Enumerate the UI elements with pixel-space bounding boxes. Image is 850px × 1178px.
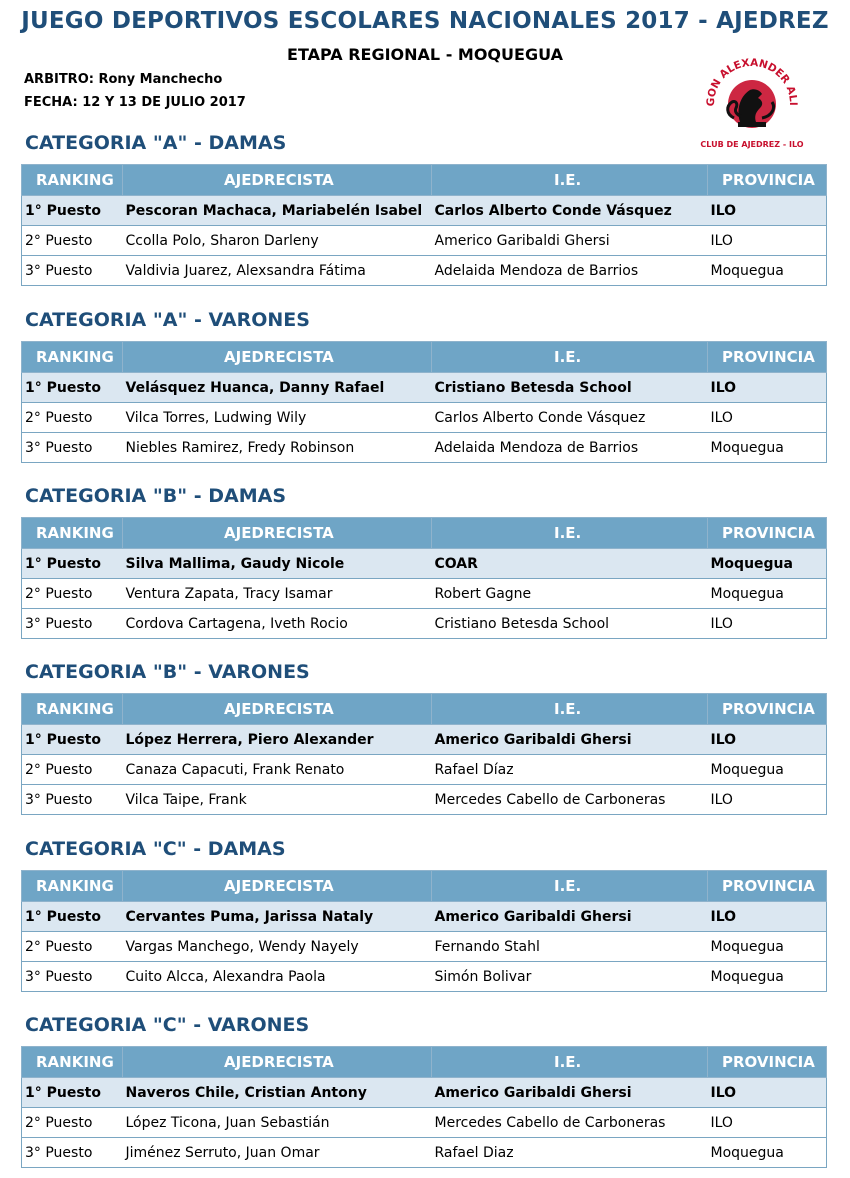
player-cell: Naveros Chile, Cristian Antony: [123, 1078, 432, 1108]
player-cell: Valdivia Juarez, Alexsandra Fátima: [123, 256, 432, 286]
category-title: CATEGORIA "B" - DAMAS: [25, 485, 287, 507]
ranking-cell: 3° Puesto: [22, 785, 123, 815]
results-table: [21, 164, 827, 286]
province-cell: ILO: [708, 226, 827, 256]
column-header: I.E.: [432, 165, 708, 196]
category-title: CATEGORIA "A" - VARONES: [25, 309, 310, 331]
player-cell: Pescoran Machaca, Mariabelén Isabel: [123, 196, 432, 226]
ranking-cell: 3° Puesto: [22, 256, 123, 286]
table-row: [22, 725, 827, 755]
column-header: RANKING: [22, 694, 123, 725]
school-cell: Rafael Diaz: [432, 1138, 708, 1168]
ranking-cell: 1° Puesto: [22, 196, 123, 226]
province-cell: Moquegua: [708, 932, 827, 962]
province-cell: ILO: [708, 196, 827, 226]
category-section: [21, 836, 826, 992]
column-header: RANKING: [22, 1047, 123, 1078]
table-row: [22, 755, 827, 785]
column-header: RANKING: [22, 165, 123, 196]
player-cell: Cordova Cartagena, Iveth Rocio: [123, 609, 432, 639]
table-header-row: [22, 342, 827, 373]
category-section: [21, 1012, 826, 1168]
table-row: [22, 1078, 827, 1108]
column-header: AJEDRECISTA: [123, 518, 432, 549]
column-header: PROVINCIA: [708, 342, 827, 373]
column-header: RANKING: [22, 871, 123, 902]
page-title: JUEGO DEPORTIVOS ESCOLARES NACIONALES 2017 - AJEDREZ: [21, 8, 829, 34]
school-cell: Carlos Alberto Conde Vásquez: [432, 403, 708, 433]
province-cell: Moquegua: [708, 1138, 827, 1168]
table-row: [22, 932, 827, 962]
table-row: [22, 196, 827, 226]
page-subtitle: ETAPA REGIONAL - MOQUEGUA: [287, 45, 563, 64]
column-header: AJEDRECISTA: [123, 694, 432, 725]
school-cell: Americo Garibaldi Ghersi: [432, 226, 708, 256]
results-table: [21, 517, 827, 639]
column-header: RANKING: [22, 342, 123, 373]
ranking-cell: 3° Puesto: [22, 433, 123, 463]
school-cell: Adelaida Mendoza de Barrios: [432, 433, 708, 463]
category-title: CATEGORIA "C" - DAMAS: [25, 838, 286, 860]
ranking-cell: 2° Puesto: [22, 226, 123, 256]
table-row: [22, 403, 827, 433]
results-table: [21, 341, 827, 463]
school-cell: Americo Garibaldi Ghersi: [432, 725, 708, 755]
province-cell: ILO: [708, 373, 827, 403]
column-header: I.E.: [432, 1047, 708, 1078]
player-cell: Ventura Zapata, Tracy Isamar: [123, 579, 432, 609]
school-cell: Simón Bolivar: [432, 962, 708, 992]
ranking-cell: 2° Puesto: [22, 755, 123, 785]
province-cell: ILO: [708, 902, 827, 932]
table-row: [22, 902, 827, 932]
player-cell: Jiménez Serruto, Juan Omar: [123, 1138, 432, 1168]
table-header-row: [22, 1047, 827, 1078]
category-section: [21, 307, 826, 463]
school-cell: Adelaida Mendoza de Barrios: [432, 256, 708, 286]
table-row: [22, 256, 827, 286]
ranking-cell: 3° Puesto: [22, 609, 123, 639]
table-header-row: [22, 518, 827, 549]
province-cell: Moquegua: [708, 962, 827, 992]
logo-arc-text: GON ALEXANDER ALI: [704, 56, 800, 107]
table-row: [22, 433, 827, 463]
school-cell: Americo Garibaldi Ghersi: [432, 902, 708, 932]
province-cell: Moquegua: [708, 256, 827, 286]
player-cell: Canaza Capacuti, Frank Renato: [123, 755, 432, 785]
ranking-cell: 1° Puesto: [22, 1078, 123, 1108]
school-cell: Americo Garibaldi Ghersi: [432, 1078, 708, 1108]
table-row: [22, 579, 827, 609]
school-cell: Carlos Alberto Conde Vásquez: [432, 196, 708, 226]
ranking-cell: 3° Puesto: [22, 962, 123, 992]
column-header: I.E.: [432, 871, 708, 902]
province-cell: Moquegua: [708, 549, 827, 579]
ranking-cell: 2° Puesto: [22, 403, 123, 433]
school-cell: Mercedes Cabello de Carboneras: [432, 1108, 708, 1138]
column-header: PROVINCIA: [708, 165, 827, 196]
player-cell: Velásquez Huanca, Danny Rafael: [123, 373, 432, 403]
ranking-cell: 1° Puesto: [22, 725, 123, 755]
table-row: [22, 785, 827, 815]
player-cell: Vargas Manchego, Wendy Nayely: [123, 932, 432, 962]
column-header: AJEDRECISTA: [123, 165, 432, 196]
province-cell: ILO: [708, 1078, 827, 1108]
player-cell: López Ticona, Juan Sebastián: [123, 1108, 432, 1138]
column-header: PROVINCIA: [708, 871, 827, 902]
province-cell: ILO: [708, 725, 827, 755]
table-row: [22, 609, 827, 639]
column-header: PROVINCIA: [708, 518, 827, 549]
school-cell: Cristiano Betesda School: [432, 373, 708, 403]
column-header: RANKING: [22, 518, 123, 549]
column-header: AJEDRECISTA: [123, 1047, 432, 1078]
player-cell: Niebles Ramirez, Fredy Robinson: [123, 433, 432, 463]
category-section: [21, 483, 826, 639]
school-cell: Rafael Díaz: [432, 755, 708, 785]
ranking-cell: 3° Puesto: [22, 1138, 123, 1168]
table-row: [22, 373, 827, 403]
ranking-cell: 1° Puesto: [22, 902, 123, 932]
player-cell: Ccolla Polo, Sharon Darleny: [123, 226, 432, 256]
logo-bottom-text: CLUB DE AJEDREZ - ILO: [700, 140, 804, 149]
category-title: CATEGORIA "B" - VARONES: [25, 661, 310, 683]
column-header: AJEDRECISTA: [123, 871, 432, 902]
player-cell: Vilca Torres, Ludwing Wily: [123, 403, 432, 433]
table-header-row: [22, 694, 827, 725]
category-section: [21, 659, 826, 815]
results-table: [21, 870, 827, 992]
ranking-cell: 2° Puesto: [22, 579, 123, 609]
ranking-cell: 2° Puesto: [22, 932, 123, 962]
school-cell: Fernando Stahl: [432, 932, 708, 962]
category-title: CATEGORIA "C" - VARONES: [25, 1014, 310, 1036]
table-row: [22, 1108, 827, 1138]
player-cell: López Herrera, Piero Alexander: [123, 725, 432, 755]
table-row: [22, 226, 827, 256]
column-header: AJEDRECISTA: [123, 342, 432, 373]
category-section: [21, 130, 826, 286]
province-cell: ILO: [708, 609, 827, 639]
school-cell: COAR: [432, 549, 708, 579]
column-header: PROVINCIA: [708, 694, 827, 725]
province-cell: ILO: [708, 403, 827, 433]
province-cell: Moquegua: [708, 579, 827, 609]
school-cell: Cristiano Betesda School: [432, 609, 708, 639]
player-cell: Vilca Taipe, Frank: [123, 785, 432, 815]
table-header-row: [22, 871, 827, 902]
category-title: CATEGORIA "A" - DAMAS: [25, 132, 287, 154]
date-line: FECHA: 12 Y 13 DE JULIO 2017: [24, 95, 246, 110]
province-cell: Moquegua: [708, 755, 827, 785]
column-header: I.E.: [432, 694, 708, 725]
table-row: [22, 549, 827, 579]
ranking-cell: 1° Puesto: [22, 373, 123, 403]
column-header: I.E.: [432, 518, 708, 549]
table-header-row: [22, 165, 827, 196]
referee-line: ARBITRO: Rony Manchecho: [24, 72, 223, 87]
ranking-cell: 2° Puesto: [22, 1108, 123, 1138]
province-cell: ILO: [708, 1108, 827, 1138]
results-table: [21, 693, 827, 815]
school-cell: Mercedes Cabello de Carboneras: [432, 785, 708, 815]
player-cell: Cuito Alcca, Alexandra Paola: [123, 962, 432, 992]
table-row: [22, 1138, 827, 1168]
player-cell: Cervantes Puma, Jarissa Nataly: [123, 902, 432, 932]
ranking-cell: 1° Puesto: [22, 549, 123, 579]
school-cell: Robert Gagne: [432, 579, 708, 609]
player-cell: Silva Mallima, Gaudy Nicole: [123, 549, 432, 579]
table-row: [22, 962, 827, 992]
column-header: PROVINCIA: [708, 1047, 827, 1078]
results-table: [21, 1046, 827, 1168]
column-header: I.E.: [432, 342, 708, 373]
province-cell: ILO: [708, 785, 827, 815]
province-cell: Moquegua: [708, 433, 827, 463]
